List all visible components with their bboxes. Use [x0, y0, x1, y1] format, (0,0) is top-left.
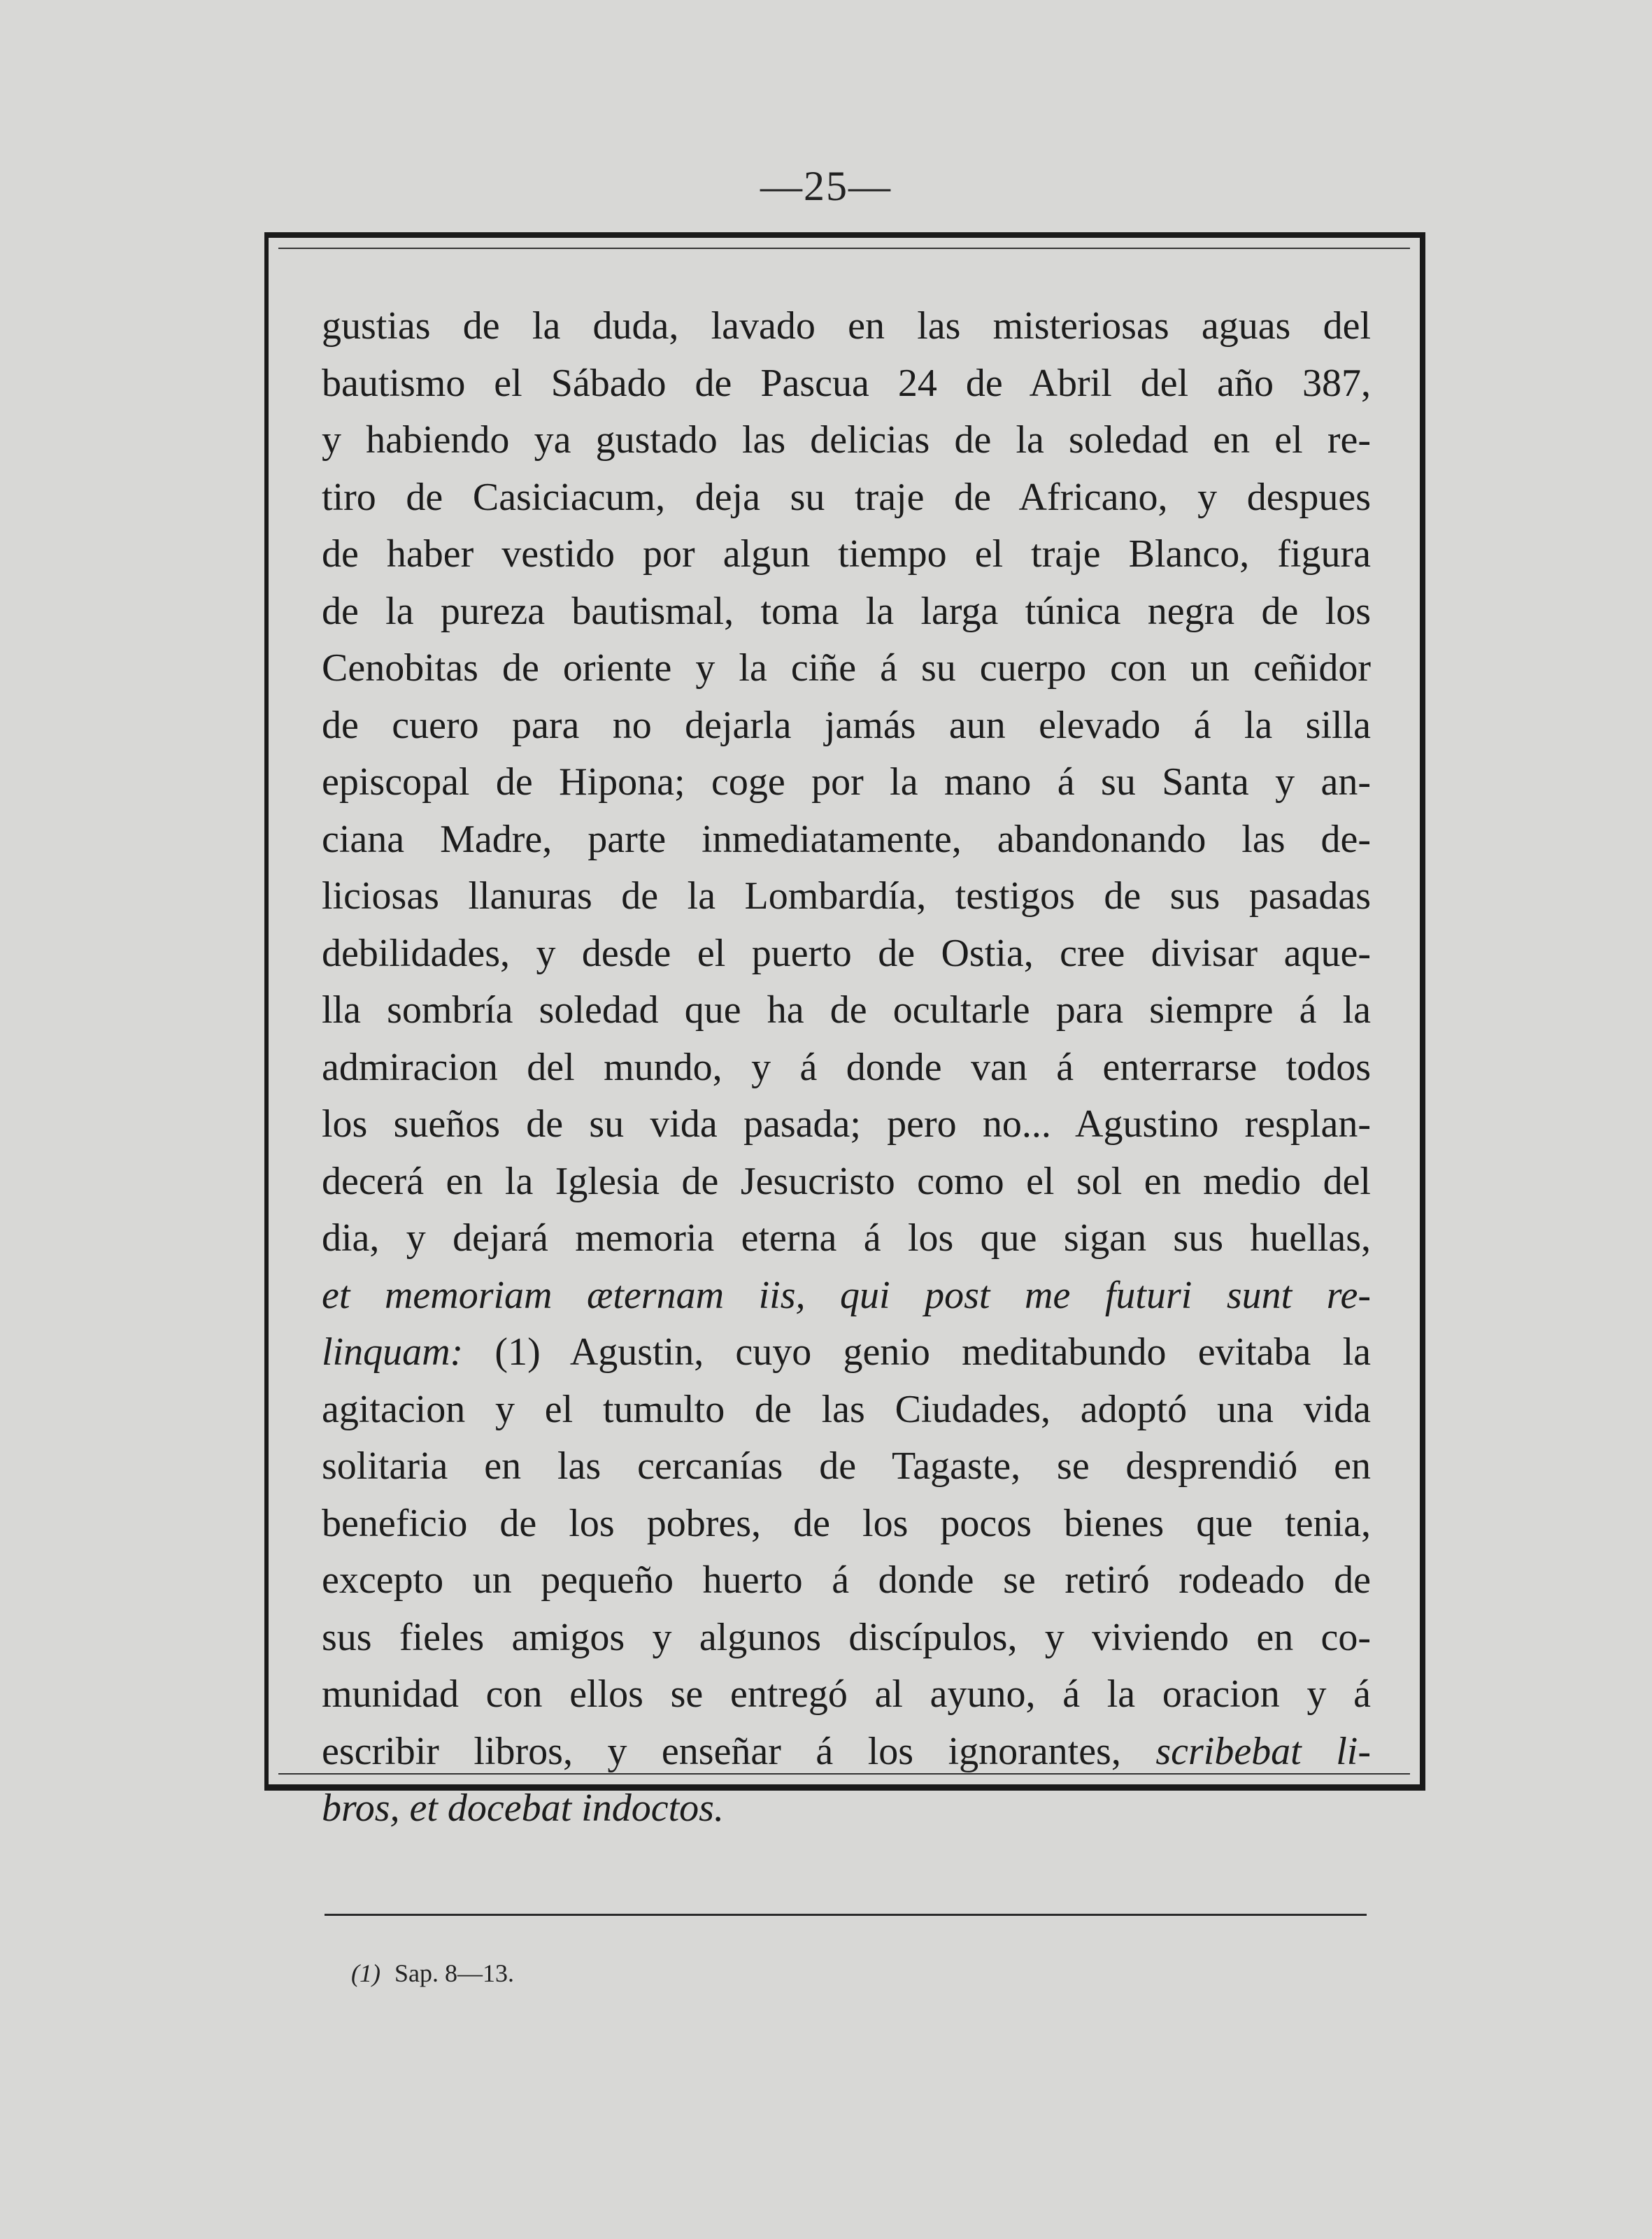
latin-quote-end: linquam:	[322, 1330, 464, 1374]
text-line: beneficio de los pobres, de los pocos bienes que tenia,	[322, 1501, 1371, 1545]
text-segment: escribir libros, y enseñar á los ignorantes,	[322, 1729, 1156, 1773]
text-line: de haber vestido por algun tiempo el traje Blanco, figura	[322, 532, 1371, 576]
text-line: dia, y dejará memoria eterna á los que sigan sus huellas,	[322, 1216, 1371, 1260]
text-line: bautismo el Sábado de Pascua 24 de Abril del año 387,	[322, 361, 1371, 405]
text-line: tiro de Casiciacum, deja su traje de Africano, y despues	[322, 475, 1371, 519]
footnote-marker: (1)	[351, 1959, 380, 1987]
text-line: munidad con ellos se entregó al ayuno, á la oracion y á	[322, 1672, 1371, 1716]
body-text	[322, 298, 1371, 1838]
footnote-separator	[325, 1914, 1367, 1916]
text-line: decerá en la Iglesia de Jesucristo como el sol en medio del	[322, 1159, 1371, 1203]
text-line: lla sombría soledad que ha de ocultarle para siempre á la	[322, 988, 1371, 1032]
page-border-frame	[264, 232, 1425, 1987]
text-line: gustias de la duda, lavado en las misteriosas aguas del	[322, 304, 1371, 348]
text-line: y habiendo ya gustado las delicias de la soledad en el re-	[322, 418, 1371, 462]
text-segment: (1) Agustin, cuyo genio meditabundo evitaba la	[463, 1330, 1371, 1374]
text-line: excepto un pequeño huerto á donde se retiró rodeado de	[322, 1558, 1371, 1602]
text-line: agitacion y el tumulto de las Ciudades, adoptó una vida	[322, 1387, 1371, 1431]
text-line: los sueños de su vida pasada; pero no... Agustino resplan-	[322, 1102, 1371, 1146]
text-line: admiracion del mundo, y á donde van á enterrarse todos	[322, 1045, 1371, 1089]
text-line: ciana Madre, parte inmediatamente, abandonando las de-	[322, 817, 1371, 861]
latin-quote: et memoriam æternam iis, qui post me futuri sunt re-	[322, 1273, 1371, 1317]
footnote	[351, 1959, 514, 1988]
text-line-mixed	[322, 1723, 1371, 1781]
footnote-text: Sap. 8—13.	[394, 1959, 514, 1987]
text-line: liciosas llanuras de la Lombardía, testigos de sus pasadas	[322, 874, 1371, 918]
text-line: debilidades, y desde el puerto de Ostia, cree divisar aque-	[322, 931, 1371, 975]
text-line: solitaria en las cercanías de Tagaste, se desprendió en	[322, 1444, 1371, 1488]
page-number: —25—	[760, 163, 892, 209]
text-line-final	[322, 1780, 1371, 1838]
latin-quote: scribebat li-	[1155, 1729, 1371, 1773]
text-line: Cenobitas de oriente y la ciñe á su cuerpo con un ceñidor	[322, 646, 1371, 690]
text-line-mixed	[322, 1324, 1371, 1381]
text-line: de la pureza bautismal, toma la larga túnica negra de los	[322, 589, 1371, 633]
text-line: de cuero para no dejarla jamás aun elevado á la silla	[322, 703, 1371, 747]
text-line: sus fieles amigos y algunos discípulos, y viviendo en co-	[322, 1615, 1371, 1659]
latin-quote-end: bros, et docebat indoctos.	[322, 1786, 724, 1830]
text-line-latin	[322, 1267, 1371, 1325]
text-line: episcopal de Hipona; coge por la mano á su Santa y an-	[322, 760, 1371, 804]
